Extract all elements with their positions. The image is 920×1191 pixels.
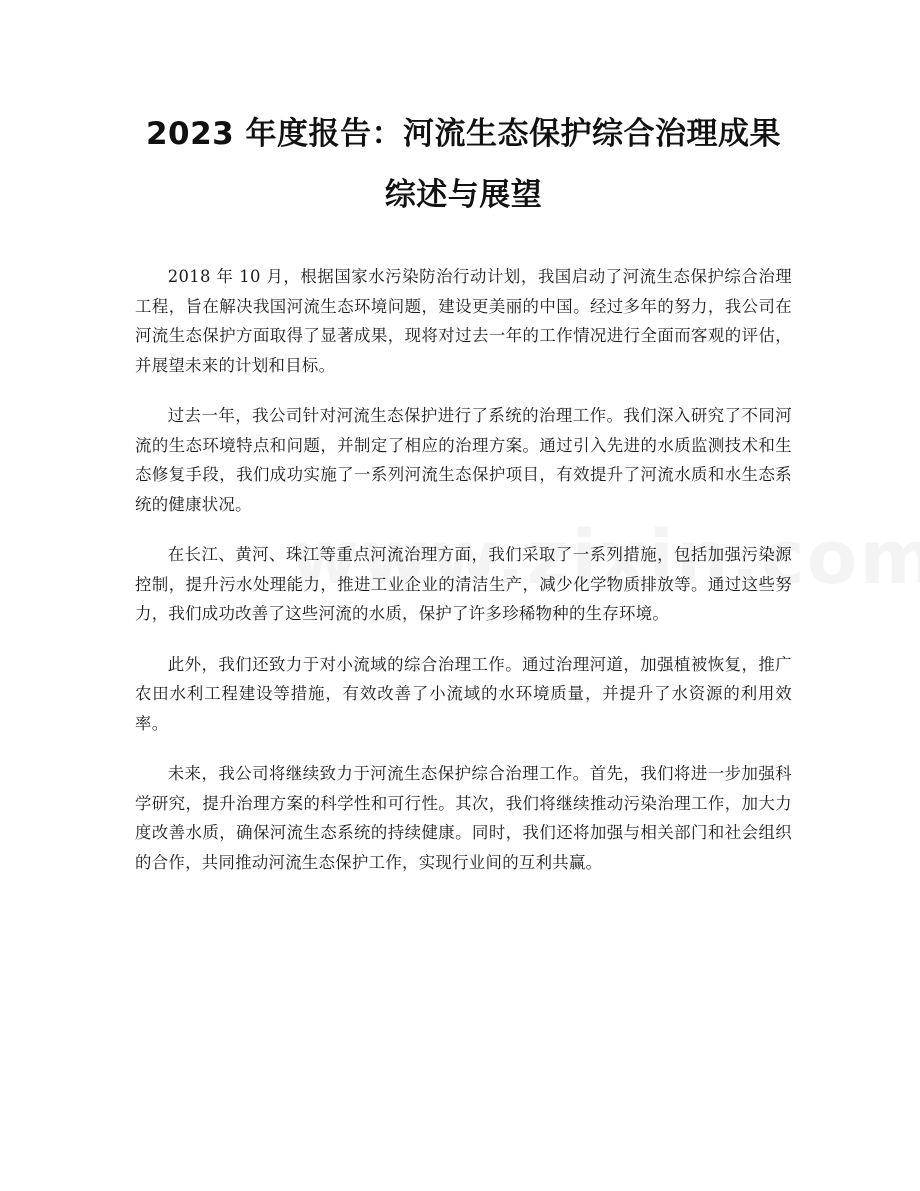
paragraph-5: 未来，我公司将继续致力于河流生态保护综合治理工作。首先，我们将进一步加强科学研究，提升治理方案的科学性和可行性。其次，我们将继续推动污染治理工作，加大力度改善水质，确保河流生态系统的持续健康。同时，我们还将加强与相关部门和社会组织的合作，共同推动河流生态保护工作，实现行业间的互利共赢。	[135, 764, 792, 872]
title-line-1: 2023 年度报告：河流生态保护综合治理成果	[145, 116, 782, 152]
paragraph-1: 2018 年 10 月，根据国家水污染防治行动计划，我国启动了河流生态保护综合治理工程，旨在解决我国河流生态环境问题，建设更美丽的中国。经过多年的努力，我公司在河流生态保护方面取得了显著成果，现将对过去一年的工作情况进行全面而客观的评估，并展望未来的计划和目标。	[135, 267, 792, 375]
title-line-2: 综述与展望	[384, 177, 543, 213]
paragraph-4: 此外，我们还致力于对小流域的综合治理工作。通过治理河道，加强植被恢复，推广农田水利工程建设等措施，有效改善了小流域的水环境质量，并提升了水资源的利用效率。	[135, 654, 792, 733]
document-title	[135, 0, 792, 226]
document-body	[135, 262, 792, 877]
paragraph-2: 过去一年，我公司针对河流生态保护进行了系统的治理工作。我们深入研究了不同河流的生态环境特点和问题，并制定了相应的治理方案。通过引入先进的水质监测技术和生态修复手段，我们成功实施了一系列河流生态保护项目，有效提升了河流水质和水生态系统的健康状况。	[135, 406, 792, 514]
paragraph-3: 在长江、黄河、珠江等重点河流治理方面，我们采取了一系列措施，包括加强污染源控制，提升污水处理能力，推进工业企业的清洁生产，减少化学物质排放等。通过这些努力，我们成功改善了这些河流的水质，保护了许多珍稀物种的生存环境。	[135, 545, 792, 623]
